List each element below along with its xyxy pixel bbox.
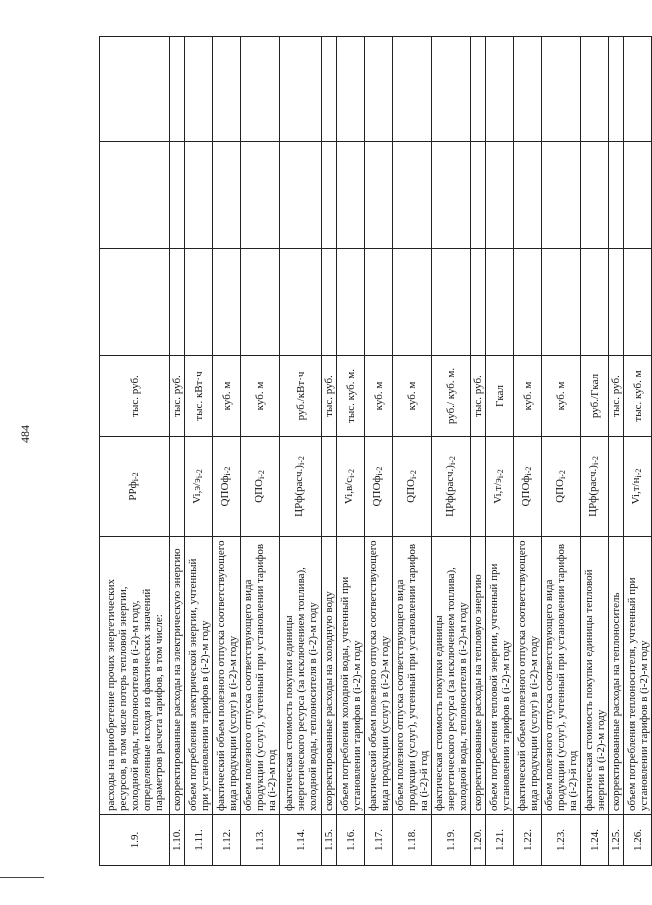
symbol-subscript: i-2 bbox=[447, 456, 457, 466]
row-symbol bbox=[609, 437, 624, 537]
row-unit: тыс. руб. bbox=[471, 356, 486, 437]
empty-value-cell bbox=[486, 37, 514, 142]
row-description: объем потребления холодной воды, учтенный при установлении тарифов в (i-2)-м году bbox=[337, 537, 365, 815]
row-description: скорректированные расходы на холодную воду bbox=[322, 537, 337, 815]
empty-value-cell bbox=[542, 249, 581, 356]
empty-value-cell bbox=[624, 142, 652, 249]
empty-value-cell bbox=[542, 37, 581, 142]
row-symbol bbox=[624, 437, 652, 537]
symbol-subscript: i-2 bbox=[591, 456, 600, 466]
empty-value-cell bbox=[365, 142, 393, 249]
row-symbol bbox=[542, 437, 581, 537]
symbol-subscript: i-2 bbox=[195, 469, 204, 479]
row-symbol bbox=[185, 437, 213, 537]
row-unit: руб./Гкал bbox=[581, 356, 609, 437]
row-symbol bbox=[170, 437, 185, 537]
symbol-subscript: i-2 bbox=[131, 472, 140, 482]
row-symbol bbox=[514, 437, 542, 537]
empty-value-cell bbox=[393, 249, 432, 356]
row-unit: тыс. куб. м. bbox=[337, 356, 365, 437]
footer-rule bbox=[0, 877, 44, 878]
row-unit: тыс. руб. bbox=[170, 356, 185, 437]
row-unit: тыс. куб. м bbox=[624, 356, 652, 437]
symbol-text: РРф bbox=[127, 481, 139, 501]
empty-value-cell bbox=[100, 37, 170, 142]
symbol-text: QПОф bbox=[520, 475, 532, 507]
row-number: 1.15. bbox=[322, 815, 337, 866]
table-row bbox=[514, 37, 542, 866]
empty-value-cell bbox=[241, 37, 280, 142]
empty-value-cell bbox=[514, 249, 542, 356]
table-row bbox=[185, 37, 213, 866]
symbol-text: QПОф bbox=[219, 475, 231, 507]
row-symbol bbox=[280, 437, 322, 537]
empty-value-cell bbox=[213, 142, 241, 249]
row-description: фактическая стоимость покупки единицы энергетического ресурса (за исключением топлива), холодной воды, теплоносителя в (i-2)-м году bbox=[432, 537, 471, 815]
row-symbol bbox=[432, 437, 471, 537]
symbol-text: ЦРф(расч.) bbox=[587, 465, 599, 517]
row-number: 1.11. bbox=[185, 815, 213, 866]
table-row bbox=[280, 37, 322, 866]
row-unit: куб. м bbox=[241, 356, 280, 437]
empty-value-cell bbox=[322, 142, 337, 249]
symbol-text: ЦРф(расч.) bbox=[293, 465, 305, 517]
empty-value-cell bbox=[170, 142, 185, 249]
table-row bbox=[432, 37, 471, 866]
empty-value-cell bbox=[471, 142, 486, 249]
empty-value-cell bbox=[393, 37, 432, 142]
empty-value-cell bbox=[393, 142, 432, 249]
empty-value-cell bbox=[609, 249, 624, 356]
row-description: объем потребления тепловой энергии, учтенный при установлении тарифов в (i-2)-м году bbox=[486, 537, 514, 815]
empty-value-cell bbox=[100, 142, 170, 249]
symbol-subscript: i-2 bbox=[375, 466, 384, 476]
table-row bbox=[322, 37, 337, 866]
row-number: 1.22. bbox=[514, 815, 542, 866]
table-row bbox=[213, 37, 241, 866]
row-description: фактическая стоимость покупки единицы энергетического ресурса (за исключением топлива), холодной воды, теплоносителя в (i-2)-м году bbox=[280, 537, 322, 815]
empty-value-cell bbox=[432, 142, 471, 249]
row-description: скорректированные расходы на теплоноситель bbox=[609, 537, 624, 815]
empty-value-cell bbox=[514, 142, 542, 249]
rotated-table-wrapper bbox=[99, 37, 652, 866]
table-row bbox=[581, 37, 609, 866]
row-number: 1.19. bbox=[432, 815, 471, 866]
table-row bbox=[337, 37, 365, 866]
empty-value-cell bbox=[365, 37, 393, 142]
row-symbol bbox=[337, 437, 365, 537]
table-row bbox=[241, 37, 280, 866]
row-number: 1.14. bbox=[280, 815, 322, 866]
row-unit: тыс. руб. bbox=[100, 356, 170, 437]
symbol-subscript: i-2 bbox=[347, 468, 356, 478]
page-number: 484 bbox=[18, 425, 32, 443]
empty-value-cell bbox=[213, 37, 241, 142]
row-description: скорректированные расходы на электрическую энергию bbox=[170, 537, 185, 815]
row-number: 1.18. bbox=[393, 815, 432, 866]
row-number: 1.12. bbox=[213, 815, 241, 866]
empty-value-cell bbox=[185, 37, 213, 142]
row-number: 1.17. bbox=[365, 815, 393, 866]
symbol-subscript: i-2 bbox=[557, 470, 567, 480]
row-symbol bbox=[322, 437, 337, 537]
row-description: объем потребления электрической энергии, учтенный при установлении тарифов в (i-2)-м году bbox=[185, 537, 213, 815]
row-symbol bbox=[213, 437, 241, 537]
empty-value-cell bbox=[241, 249, 280, 356]
row-description: объем полезного отпуска соответствующего вида продукции (услуг), учтенный при установлении тарифов на (i-2)-й год bbox=[393, 537, 432, 815]
symbol-text: QПО bbox=[553, 479, 566, 503]
row-number: 1.21. bbox=[486, 815, 514, 866]
table-row bbox=[486, 37, 514, 866]
empty-value-cell bbox=[170, 37, 185, 142]
row-number: 1.20. bbox=[471, 815, 486, 866]
row-number: 1.23. bbox=[542, 815, 581, 866]
empty-value-cell bbox=[185, 142, 213, 249]
symbol-subscript: i-2 bbox=[256, 470, 266, 480]
empty-value-cell bbox=[471, 37, 486, 142]
table-row bbox=[365, 37, 393, 866]
row-unit: Гкал bbox=[486, 356, 514, 437]
symbol-text: Vi,в/с bbox=[343, 477, 355, 505]
row-symbol bbox=[365, 437, 393, 537]
empty-value-cell bbox=[581, 37, 609, 142]
row-unit: куб. м bbox=[514, 356, 542, 437]
row-unit: тыс. кВт·ч bbox=[185, 356, 213, 437]
row-description: скорректированные расходы на тепловую энергию bbox=[471, 537, 486, 815]
row-number: 1.16. bbox=[337, 815, 365, 866]
data-table bbox=[99, 36, 652, 866]
empty-value-cell bbox=[337, 142, 365, 249]
empty-value-cell bbox=[100, 249, 170, 356]
symbol-subscript: i-2 bbox=[297, 456, 306, 466]
table-row bbox=[100, 37, 170, 866]
symbol-subscript: i-2 bbox=[634, 468, 643, 478]
empty-value-cell bbox=[280, 249, 322, 356]
row-unit: руб./ куб. м. bbox=[432, 356, 471, 437]
row-description: фактический объем полезного отпуска соответствующего вида продукции (услуг) в (i-2)-м году bbox=[365, 537, 393, 815]
table-row bbox=[609, 37, 624, 866]
empty-value-cell bbox=[280, 142, 322, 249]
row-description: фактический объем полезного отпуска соответствующего вида продукции (услуг) в (i-2)-м году bbox=[213, 537, 241, 815]
symbol-text: Vi,т/э bbox=[492, 478, 504, 504]
empty-value-cell bbox=[365, 249, 393, 356]
empty-value-cell bbox=[609, 37, 624, 142]
row-description: расходы на приобретение прочих энергетических ресурсов, в том числе потерь тепловой энергии, холодной воды, теплоносителя в (i-2)-м году, определенные исходя из фактических значений параметров расчета тарифов, в том числе: bbox=[100, 537, 170, 815]
empty-value-cell bbox=[213, 249, 241, 356]
row-unit: куб. м bbox=[213, 356, 241, 437]
empty-value-cell bbox=[322, 249, 337, 356]
row-symbol bbox=[581, 437, 609, 537]
symbol-text: ЦРф(расч.) bbox=[443, 465, 456, 517]
row-symbol bbox=[393, 437, 432, 537]
symbol-text: QПО bbox=[252, 479, 265, 503]
symbol-text: Vi,т/н bbox=[630, 477, 642, 505]
empty-value-cell bbox=[337, 37, 365, 142]
empty-value-cell bbox=[337, 249, 365, 356]
empty-value-cell bbox=[486, 249, 514, 356]
empty-value-cell bbox=[514, 37, 542, 142]
empty-value-cell bbox=[170, 249, 185, 356]
table-row bbox=[624, 37, 652, 866]
row-unit: тыс. руб. bbox=[322, 356, 337, 437]
row-unit: куб. м bbox=[542, 356, 581, 437]
empty-value-cell bbox=[241, 142, 280, 249]
symbol-subscript: i-2 bbox=[223, 466, 232, 476]
row-number: 1.24. bbox=[581, 815, 609, 866]
row-description: фактическая стоимость покупки единицы тепловой энергии в (i-2)-м году bbox=[581, 537, 609, 815]
empty-value-cell bbox=[432, 37, 471, 142]
symbol-text: QПО bbox=[404, 479, 417, 503]
empty-value-cell bbox=[624, 249, 652, 356]
empty-value-cell bbox=[542, 142, 581, 249]
row-description: объем полезного отпуска соответствующего вида продукции (услуг), учтенный при установлении тарифов на (i-2)-й год bbox=[542, 537, 581, 815]
row-unit: тыс. руб. bbox=[609, 356, 624, 437]
empty-value-cell bbox=[624, 37, 652, 142]
empty-value-cell bbox=[486, 142, 514, 249]
symbol-subscript: i-2 bbox=[408, 470, 418, 480]
row-number: 1.26. bbox=[624, 815, 652, 866]
row-symbol bbox=[241, 437, 280, 537]
empty-value-cell bbox=[322, 37, 337, 142]
empty-value-cell bbox=[609, 142, 624, 249]
row-unit: куб. м bbox=[393, 356, 432, 437]
empty-value-cell bbox=[581, 249, 609, 356]
table-row bbox=[471, 37, 486, 866]
empty-value-cell bbox=[280, 37, 322, 142]
row-symbol bbox=[471, 437, 486, 537]
symbol-subscript: i-2 bbox=[524, 466, 533, 476]
symbol-text: Vi,э/э bbox=[191, 478, 203, 504]
empty-value-cell bbox=[185, 249, 213, 356]
row-symbol bbox=[486, 437, 514, 537]
empty-value-cell bbox=[581, 142, 609, 249]
table-row bbox=[393, 37, 432, 866]
empty-value-cell bbox=[471, 249, 486, 356]
row-description: объем потребления теплоносителя, учтенный при установлении тарифов в (i-2)-м году bbox=[624, 537, 652, 815]
symbol-subscript: i-2 bbox=[496, 469, 505, 479]
row-description: объем полезного отпуска соответствующего вида продукции (услуг), учтенный при установлении тарифов на (i-2)-м год bbox=[241, 537, 280, 815]
row-number: 1.9. bbox=[100, 815, 170, 866]
row-number: 1.10. bbox=[170, 815, 185, 866]
row-symbol bbox=[100, 437, 170, 537]
row-number: 1.13. bbox=[241, 815, 280, 866]
symbol-text: QПОф bbox=[371, 475, 383, 507]
empty-value-cell bbox=[432, 249, 471, 356]
row-description: фактический объем полезного отпуска соответствующего вида продукции (услуг) в (i-2)-м году bbox=[514, 537, 542, 815]
table-row bbox=[542, 37, 581, 866]
table-row bbox=[170, 37, 185, 866]
row-unit: куб. м bbox=[365, 356, 393, 437]
row-number: 1.25. bbox=[609, 815, 624, 866]
row-unit: руб./кВт·ч bbox=[280, 356, 322, 437]
